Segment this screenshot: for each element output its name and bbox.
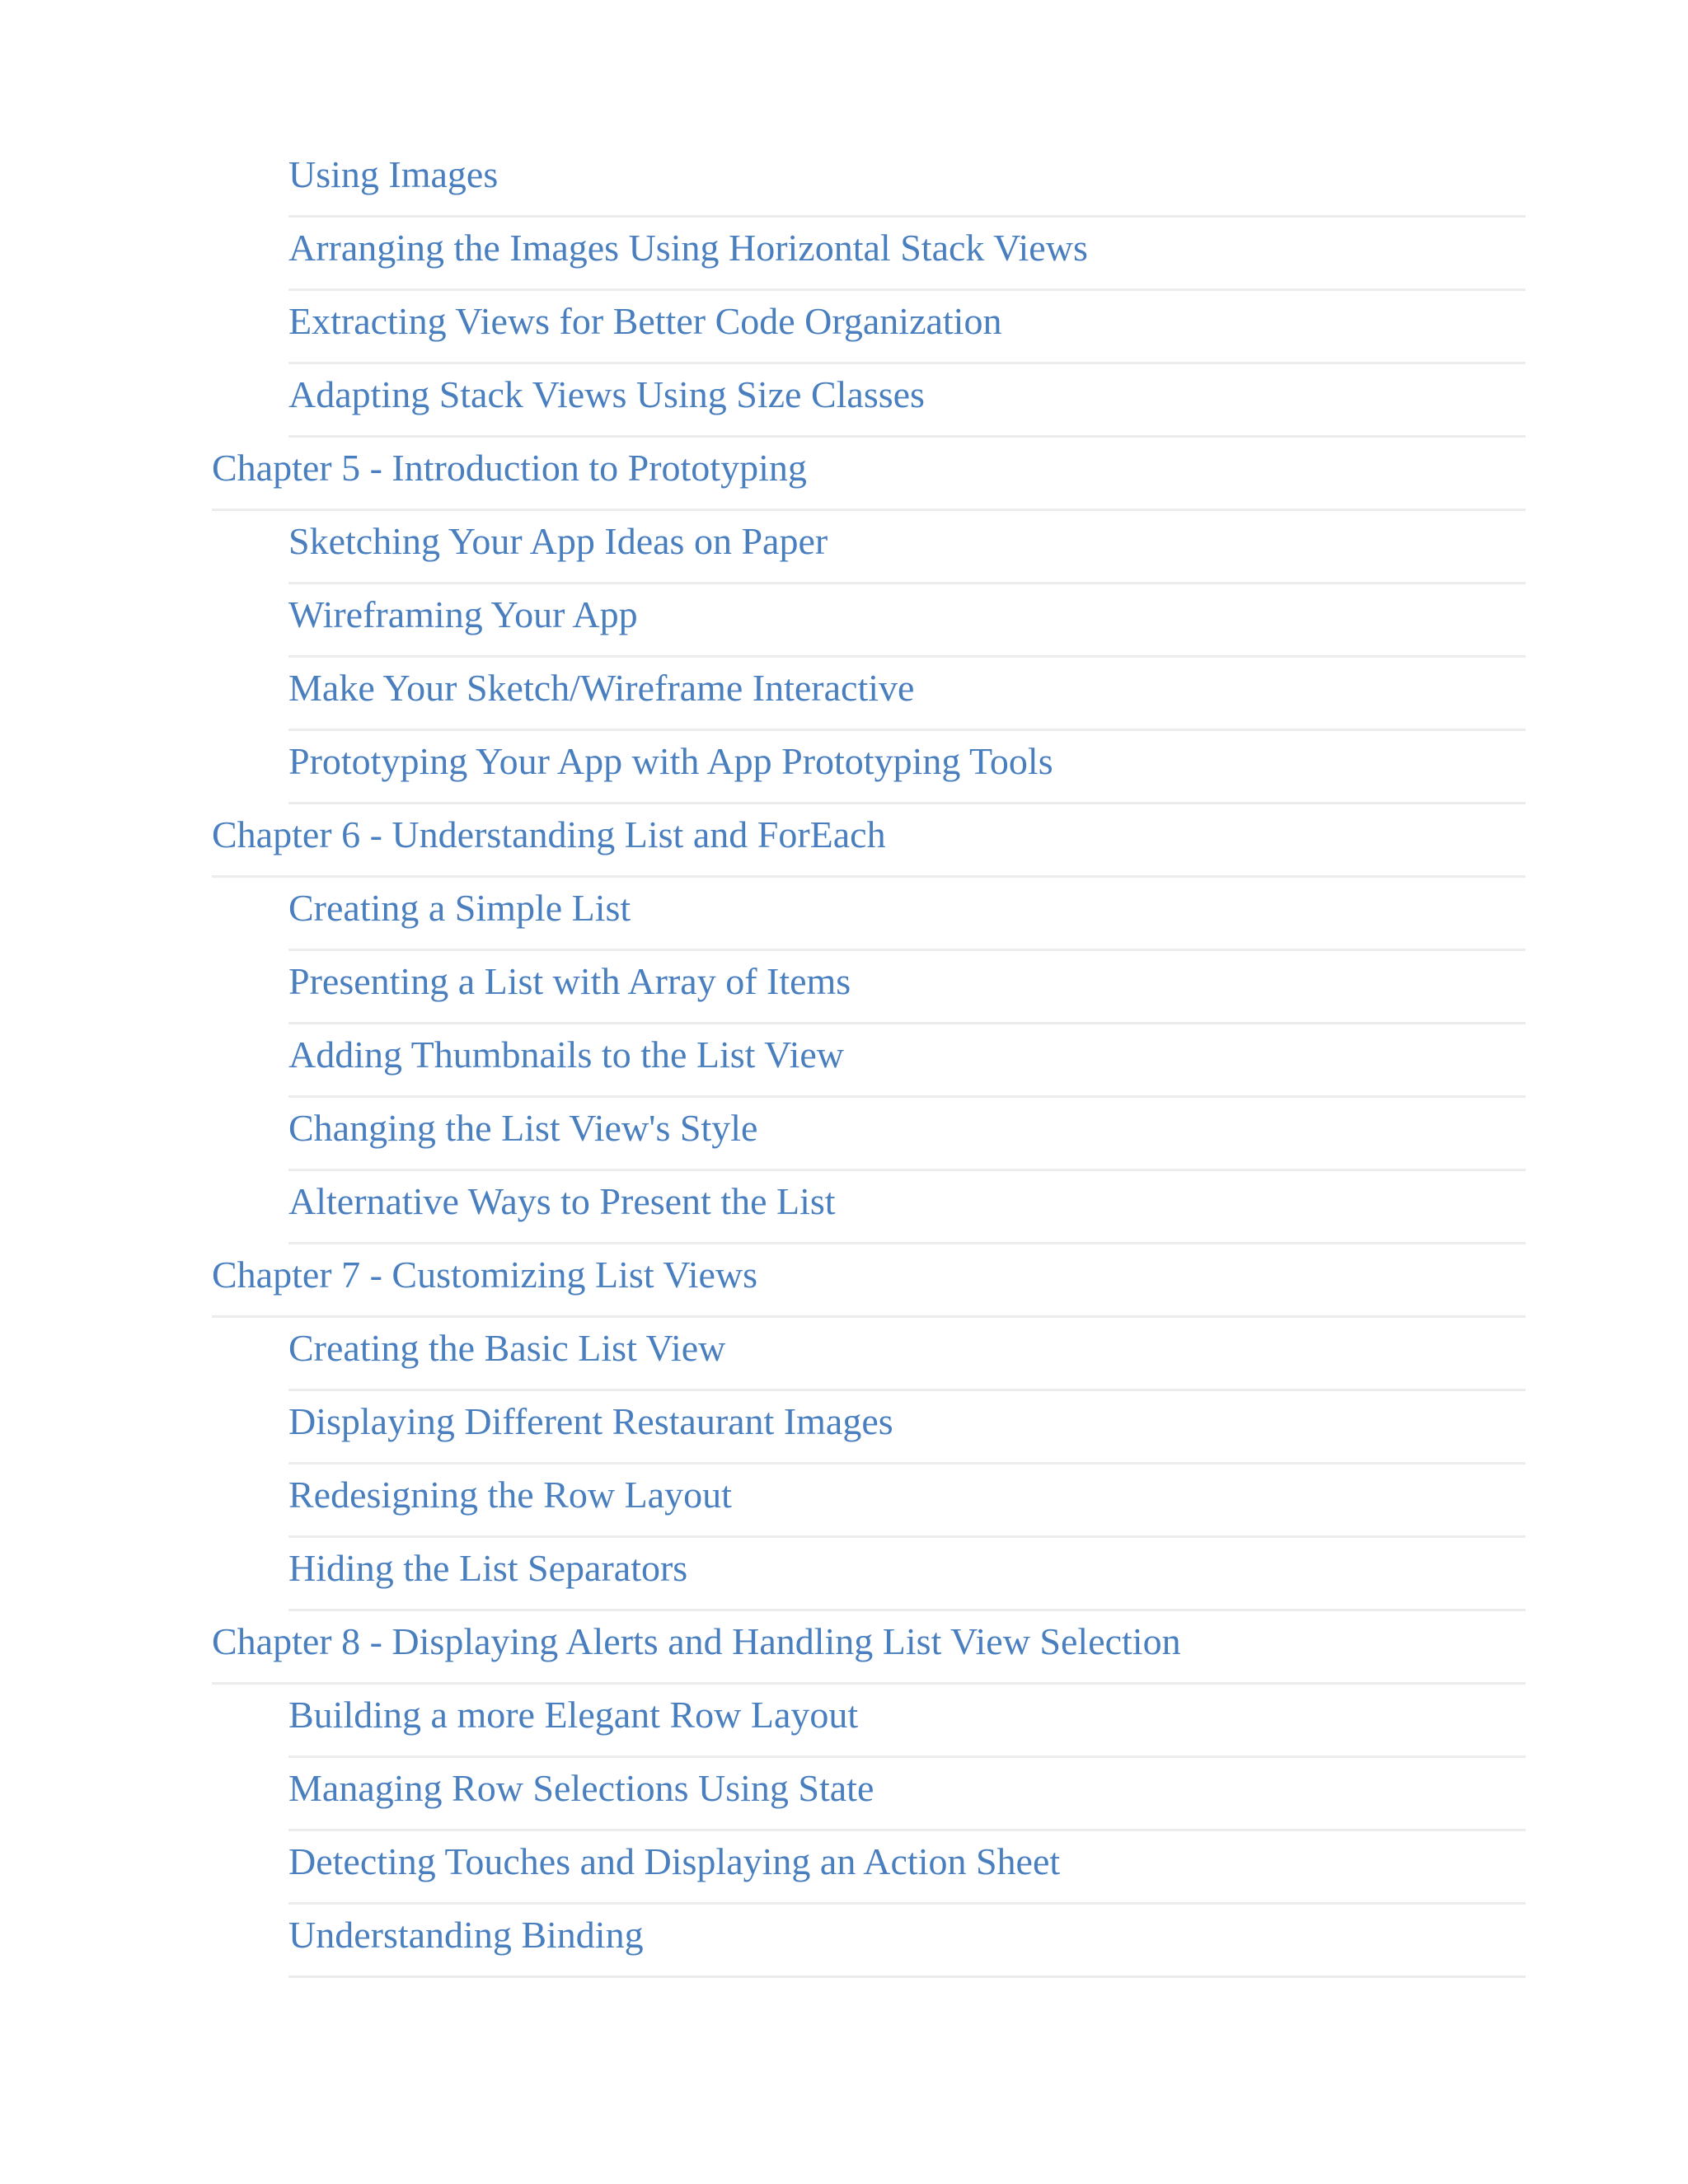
toc-link[interactable]: Understanding Binding [288, 1914, 644, 1956]
toc-link[interactable]: Detecting Touches and Displaying an Action Sheet [288, 1840, 1061, 1882]
toc-chapter-link[interactable]: Chapter 7 - Customizing List Views [212, 1254, 758, 1296]
toc-link[interactable]: Changing the List View's Style [288, 1107, 758, 1149]
toc-link[interactable]: Sketching Your App Ideas on Paper [288, 520, 828, 562]
toc-section-row [288, 218, 1526, 291]
toc-chapter-link[interactable]: Chapter 5 - Introduction to Prototyping [212, 447, 807, 489]
toc-link[interactable]: Wireframing Your App [288, 593, 638, 635]
toc-section-row [288, 1538, 1526, 1611]
toc-section-row [288, 1465, 1526, 1538]
toc-section-row [288, 1831, 1526, 1905]
toc-link[interactable]: Alternative Ways to Present the List [288, 1180, 836, 1222]
toc-section-row [288, 584, 1526, 658]
toc-section-row [288, 1318, 1526, 1391]
toc-section-row [288, 364, 1526, 438]
toc-link[interactable]: Prototyping Your App with App Prototyping Tools [288, 740, 1053, 782]
toc-link[interactable]: Using Images [288, 153, 499, 195]
toc-link[interactable]: Adapting Stack Views Using Size Classes [288, 373, 925, 415]
toc-link[interactable]: Displaying Different Restaurant Images [288, 1400, 893, 1442]
toc-chapter-link[interactable]: Chapter 6 - Understanding List and ForEach [212, 813, 886, 855]
toc-link[interactable]: Make Your Sketch/Wireframe Interactive [288, 667, 915, 709]
toc-chapter-link[interactable]: Chapter 8 - Displaying Alerts and Handling List View Selection [212, 1620, 1181, 1662]
toc-link[interactable]: Creating the Basic List View [288, 1327, 726, 1369]
toc-section-row [288, 1171, 1526, 1244]
toc-section-row [288, 1024, 1526, 1098]
toc-section-row [288, 1905, 1526, 1978]
toc-chapter-row [212, 438, 1526, 511]
toc-section-row [288, 878, 1526, 951]
toc-section-row [288, 1758, 1526, 1831]
toc-link[interactable]: Building a more Elegant Row Layout [288, 1694, 859, 1736]
toc-section-row [288, 144, 1526, 218]
toc-chapter-row [212, 804, 1526, 878]
toc-section-row [288, 1391, 1526, 1465]
toc-section-row [288, 511, 1526, 584]
toc-link[interactable]: Adding Thumbnails to the List View [288, 1033, 845, 1076]
toc-link[interactable]: Creating a Simple List [288, 887, 631, 929]
table-of-contents [0, 144, 1688, 1978]
toc-link[interactable]: Redesigning the Row Layout [288, 1474, 732, 1516]
toc-section-row [288, 1098, 1526, 1171]
toc-section-row [288, 951, 1526, 1024]
toc-link[interactable]: Extracting Views for Better Code Organization [288, 300, 1002, 342]
toc-section-row [288, 731, 1526, 804]
toc-link[interactable]: Managing Row Selections Using State [288, 1767, 874, 1809]
toc-section-row [288, 658, 1526, 731]
toc-chapter-row [212, 1611, 1526, 1685]
toc-section-row [288, 1685, 1526, 1758]
toc-chapter-row [212, 1244, 1526, 1318]
toc-link[interactable]: Presenting a List with Array of Items [288, 960, 851, 1002]
toc-link[interactable]: Arranging the Images Using Horizontal Stack Views [288, 227, 1088, 269]
toc-link[interactable]: Hiding the List Separators [288, 1547, 688, 1589]
toc-section-row [288, 291, 1526, 364]
